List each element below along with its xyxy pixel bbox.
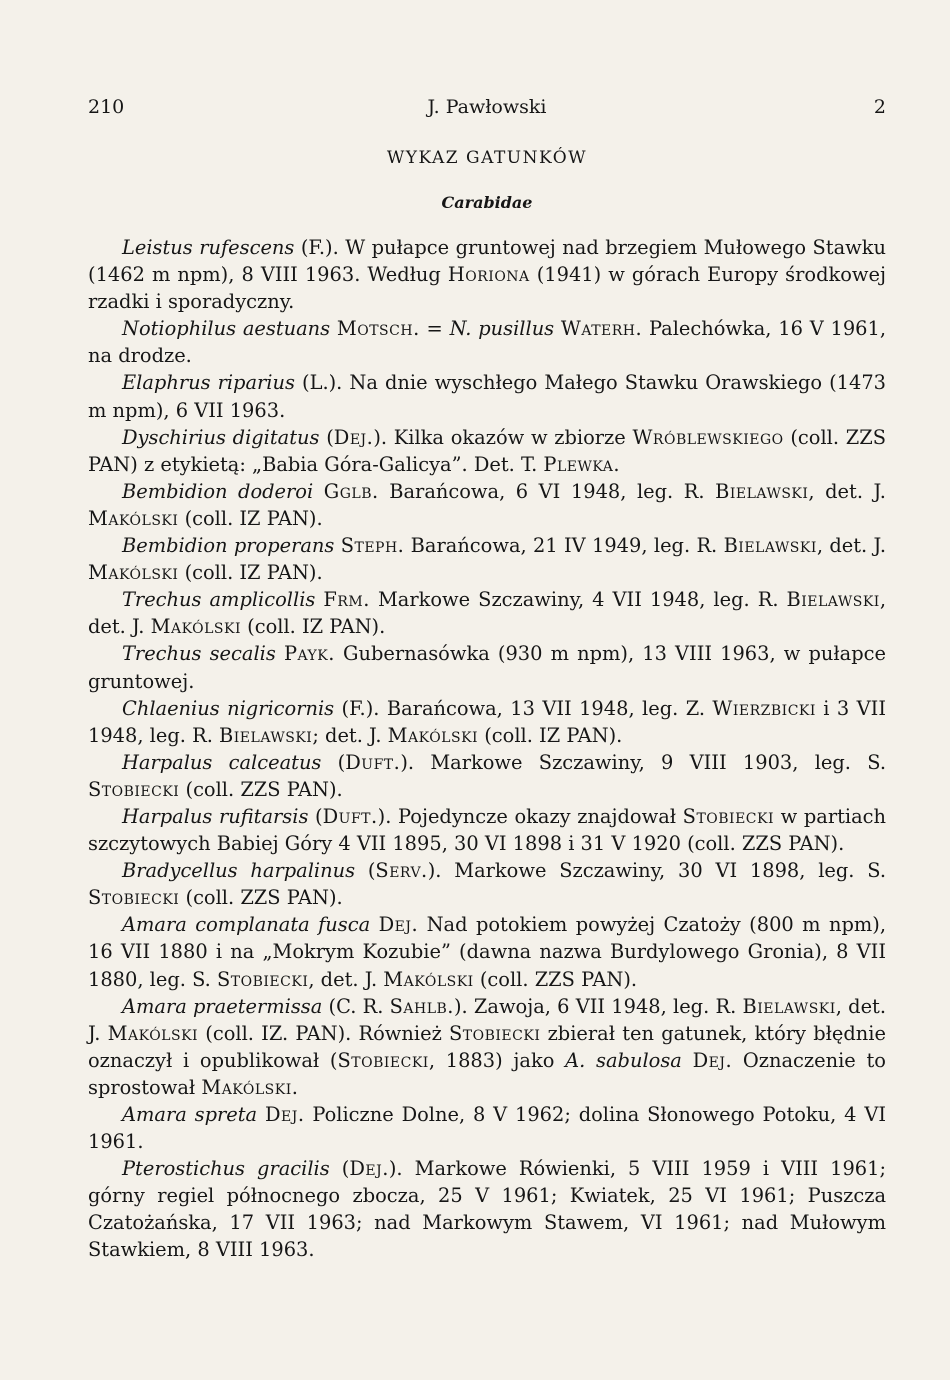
- species-entry: [88, 424, 886, 478]
- entry-text: (C. R.: [322, 994, 390, 1018]
- author-name: Serv.: [375, 859, 428, 883]
- entry-text: (F.). Barańcowa, 13 VII 1948, leg. Z.: [334, 696, 713, 720]
- entry-text: , det. J.: [816, 534, 886, 558]
- species-entry: [88, 532, 886, 586]
- issue-number: 2: [873, 96, 886, 118]
- entry-text: (1941) w górach Europy środkowej rzadki i sporadyczny.: [88, 263, 886, 314]
- author-name: Waterh.: [560, 317, 643, 341]
- taxon-name: Harpalus calceatus: [122, 750, 322, 774]
- author-name: Plewka.: [543, 452, 621, 476]
- entry-text: (coll. IZ. PAN). Również: [198, 1021, 450, 1045]
- species-list: [88, 234, 886, 1264]
- entry-text: [554, 317, 561, 340]
- taxon-name: Amara praetermissa: [122, 994, 323, 1018]
- entry-text: [276, 642, 284, 665]
- taxon-name: Bembidion properans: [122, 534, 335, 558]
- author-name: Frm.: [323, 588, 370, 612]
- entry-text: , det. J.: [88, 994, 887, 1045]
- taxon-name: Harpalus rufitarsis: [122, 804, 309, 828]
- entry-text: ). Markowe Szczawiny, 30 VI 1898, leg. S.: [427, 859, 886, 883]
- entry-text: (coll. ZZS PAN).: [473, 967, 638, 991]
- entry-text: Markowe Szczawiny, 4 VII 1948, leg. R.: [369, 588, 787, 612]
- taxon-name: A. sabulosa: [565, 1048, 682, 1072]
- taxon-name: Trechus amplicollis: [122, 588, 316, 612]
- entry-text: [257, 1103, 265, 1126]
- species-entry: [88, 640, 886, 694]
- species-entry: [88, 911, 886, 992]
- entry-text: (coll. ZZS PAN).: [179, 777, 343, 801]
- entry-text: , 1883) jako: [428, 1048, 566, 1072]
- author-name: Steph.: [340, 534, 405, 558]
- author-name: Dej.: [692, 1048, 733, 1072]
- author-name: Dej.: [378, 913, 419, 937]
- entry-text: ). Pojedyncze okazy znajdował: [377, 804, 683, 828]
- running-header: [88, 96, 886, 130]
- species-entry: [88, 749, 886, 803]
- species-entry: [88, 478, 886, 532]
- taxon-name: Elaphrus riparius: [122, 371, 295, 395]
- entry-text: , det. J.: [808, 479, 886, 503]
- author-name: Makólski: [88, 561, 179, 585]
- taxon-name: Bembidion doderoi: [122, 479, 314, 503]
- species-entry: [88, 369, 886, 423]
- page-number: 210: [88, 96, 125, 118]
- entry-text: (coll. ZZS PAN) z etykietą: „Babia Góra-Galicya”. Det. T.: [88, 425, 886, 476]
- author-name: Horiona: [447, 263, 530, 287]
- author-name: Stobiecki: [682, 804, 775, 828]
- entry-text: ). Kilka okazów w zbiorze: [373, 425, 633, 449]
- entry-text: =: [419, 317, 450, 341]
- entry-text: (coll. IZ PAN).: [178, 561, 323, 585]
- author-name: Bielawski: [715, 479, 809, 503]
- author-name: Stobiecki: [217, 967, 309, 991]
- entry-text: ; det. J.: [312, 723, 388, 747]
- author-name: Makólski: [387, 723, 479, 747]
- species-entry: [88, 695, 886, 749]
- taxon-name: Pterostichus gracilis: [122, 1157, 330, 1181]
- author-name: Bielawski: [723, 534, 817, 558]
- entry-text: (coll. ZZS PAN).: [179, 886, 343, 910]
- author-name: Motsch.: [336, 317, 420, 341]
- taxon-name: Notiophilus aestuans: [122, 317, 331, 341]
- entry-text: zbierał ten gatunek, który błędnie oznaczył i opublikował (: [88, 1021, 886, 1072]
- author-name: Makólski: [383, 967, 474, 991]
- author-name: Duft.: [322, 804, 378, 828]
- author-name: Duft.: [345, 750, 401, 774]
- taxon-name: Chlaenius nigricornis: [122, 696, 335, 720]
- entry-text: .: [291, 1075, 298, 1099]
- author-name: Stobiecki: [337, 1048, 429, 1072]
- species-entry: [88, 1155, 886, 1263]
- author-name: Makólski: [150, 615, 242, 639]
- page: [88, 96, 886, 1264]
- entry-text: ). Markowe Szczawiny, 9 VIII 1903, leg. S.: [400, 750, 886, 774]
- author-name: Dej.: [349, 1157, 389, 1181]
- entry-text: (coll. IZ PAN).: [178, 506, 323, 530]
- species-entry: [88, 315, 886, 369]
- author-name: Bielawski: [219, 723, 313, 747]
- entry-text: (L.). Na dnie wyschłego Małego Stawku Orawskiego (1473 m npm), 6 VII 1963.: [88, 371, 887, 422]
- author-name: Payk.: [283, 642, 335, 666]
- entry-text: [330, 317, 337, 340]
- author-name: Makólski: [201, 1075, 292, 1099]
- entry-text: (: [355, 859, 376, 883]
- author-name: Sahlb.: [389, 994, 454, 1018]
- family-heading: Carabidae: [441, 193, 533, 212]
- taxon-name: Amara complanata fusca: [122, 913, 371, 937]
- entry-text: (: [321, 750, 346, 774]
- entry-text: [682, 1049, 693, 1072]
- entry-text: ). Zawoja, 6 VII 1948, leg. R.: [453, 994, 743, 1018]
- entry-text: (: [329, 1157, 350, 1181]
- entry-text: Palechówka, 16 V 1961, na drodze.: [88, 317, 886, 368]
- taxon-name: Bradycellus harpalinus: [122, 859, 356, 883]
- entry-text: w partiach szczytowych Babiej Góry 4 VII 1895, 30 VI 1898 i 31 V 1920 (coll. ZZS PAN).: [88, 804, 886, 856]
- taxon-name: Amara spreta: [122, 1103, 258, 1126]
- author-name: Bielawski: [786, 588, 880, 612]
- species-entry: [88, 586, 886, 640]
- species-entry: [88, 803, 886, 857]
- entry-text: [370, 913, 378, 936]
- entry-text: [313, 480, 324, 503]
- entry-text: i 3 VII 1948, leg. R.: [88, 696, 887, 747]
- author-name: Stobiecki: [449, 1021, 541, 1045]
- author-name: Dej.: [333, 425, 374, 449]
- taxon-name: N. pusillus: [449, 317, 555, 341]
- species-entry: [88, 857, 886, 911]
- section-title: WYKAZ GATUNKÓW: [386, 148, 588, 168]
- species-entry: [88, 1101, 886, 1155]
- author-name: Gglb.: [323, 479, 379, 503]
- author-name: Makólski: [88, 506, 179, 530]
- entry-text: Barańcowa, 21 IV 1949, leg. R.: [404, 534, 724, 558]
- entry-text: Gubernasówka (930 m npm), 13 VIII 1963, w pułapce gruntowej.: [88, 642, 886, 693]
- entry-text: Policzne Dolne, 8 V 1962; dolina Słonowego Potoku, 4 VI 1961.: [88, 1103, 887, 1154]
- entry-text: (coll. IZ PAN).: [478, 723, 623, 747]
- entry-text: Barańcowa, 6 VI 1948, leg. R.: [378, 479, 716, 503]
- entry-text: ). Markowe Rówienki, 5 VIII 1959 i VIII 1961; górny regiel północnego zbocza, 25 V 1961; Kwiatek, 25 VI 1961; Puszcza Czatożańska, 17 VII 1963; nad Markowym Stawem, VI 1961; nad Mułowym Stawkiem, 8 VIII 1963.: [88, 1157, 887, 1262]
- entry-text: (: [308, 804, 323, 828]
- entry-text: , det. J.: [308, 967, 384, 991]
- entry-text: (F.). W pułapce gruntowej nad brzegiem Mułowego Stawku (1462 m npm), 8 VIII 1963. Według: [88, 236, 886, 287]
- entry-text: Oznaczenie to sprostował: [88, 1048, 886, 1099]
- author-name: Stobiecki: [88, 777, 180, 801]
- author-name: Wróblewskiego: [632, 425, 784, 449]
- taxon-name: Trechus secalis: [122, 642, 276, 666]
- species-entry: [88, 993, 886, 1101]
- taxon-name: Dyschirius digitatus: [122, 425, 320, 449]
- author-name: Makólski: [107, 1021, 199, 1045]
- author-name: Bielawski: [742, 994, 836, 1018]
- taxon-name: Leistus rufescens: [122, 236, 295, 259]
- entry-text: (coll. IZ PAN).: [241, 615, 386, 639]
- entry-text: , det. J.: [88, 588, 886, 639]
- author-name: Dej.: [264, 1103, 305, 1126]
- running-author: J. Pawłowski: [427, 96, 547, 118]
- entry-text: (: [319, 425, 334, 449]
- author-name: Stobiecki: [88, 886, 180, 910]
- species-entry: [88, 234, 886, 315]
- author-name: Wierzbicki: [712, 696, 816, 720]
- entry-text: Nad potokiem powyżej Czatoży (800 m npm), 16 VII 1880 i na „Mokrym Kozubie” (dawna nazwa Burdylowego Gronia), 8 VII 1880, leg. S.: [88, 913, 886, 991]
